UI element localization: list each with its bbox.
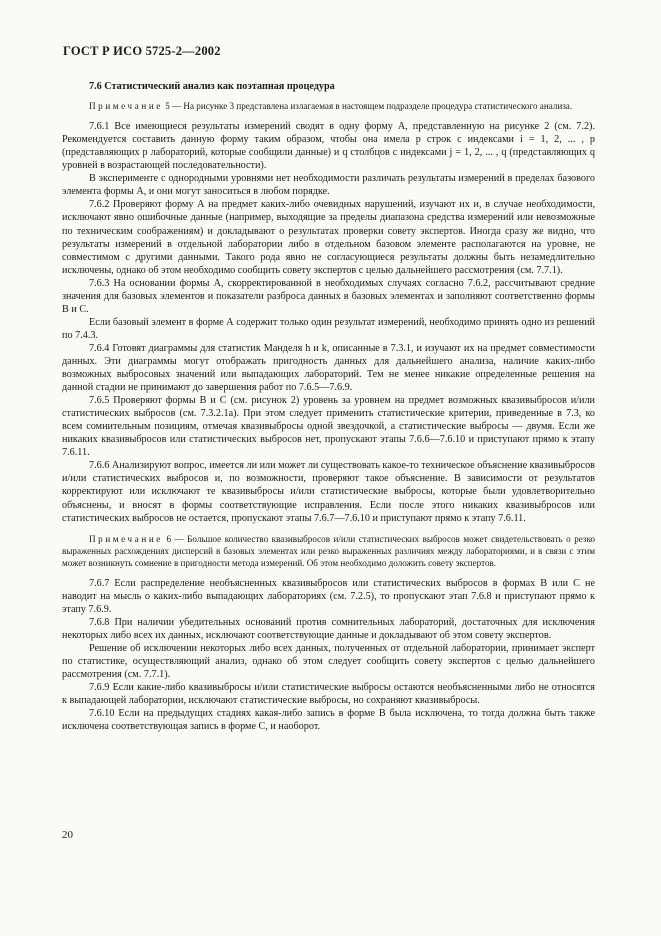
note-6: [62, 533, 595, 569]
document-header: ГОСТ Р ИСО 5725-2—2002: [63, 44, 221, 58]
note-label: Примечание: [89, 533, 163, 544]
paragraph: 7.6.8 При наличии убедительных оснований против сомнительных лабораторий, достаточных для исключения некоторых либо всех их данных, исключают соответствующие данные и докладывают об этом совету экспертов.: [62, 617, 595, 642]
paragraph: 7.6.1 Все имеющиеся результаты измерений сводят в одну форму А, представленную на рисунке 2 (см. 7.2). Рекомендуется составить данную форму таким образом, чтобы она имела p строк с индексами i = 1, 2, ... , p (представляющих p лабораторий, которые сообщили данные) и q столбцов с индексами j = 1, 2, ... , q (представляющих q уровней в возрастающей последовательности).: [62, 121, 595, 172]
note-label: Примечание: [89, 101, 163, 112]
note-text: 6 — Большое количество квазивыбросов и/или статистических выбросов может свидетельствовать о резко выраженных расхождениях дисперсий в базовых элементах или резко выраженных различиях между лабораториями, и в связи с этим может возникнуть сомнение в пригодности метода измерений. Об этом необходимо доложить совету экспертов.: [62, 533, 595, 568]
paragraph: 7.6.9 Если какие-либо квазивыбросы и/или статистические выбросы остаются необъясненными либо не относятся к выпадающей лаборатории, исключают статистические выбросы, но сохраняют квазивыбросы.: [62, 682, 595, 707]
section-title: 7.6 Статистический анализ как поэтапная процедура: [89, 81, 335, 92]
paragraph: Решение об исключении некоторых либо всех данных, полученных от отдельной лаборатории, принимает эксперт по статистике, осуществляющий анализ, однако об этом следует сообщить совету экспертов с целью дальнейшего рассмотрения (см. 7.7.1).: [62, 643, 595, 681]
paragraph: 7.6.2 Проверяют форму А на предмет каких-либо очевидных нарушений, изучают их и, в случае необходимости, исключают явно ошибочные данные (например, выходящие за пределы диапазона средства измерений или невозможные по техническим соображениям) и докладывают о результатах проверки совету экспертов. Иногда сразу же видно, что результаты измерений в отдельной лаборатории либо в отдельном базовом элементе располагаются на уровне, не совместимом с другими данными. Такого рода явно не согласующиеся результаты должны быть незамедлительно исключены, однако об этом необходимо сообщить совету экспертов с целью дальнейшего рассмотрения (см. 7.7.1).: [62, 199, 595, 276]
note-5: [62, 100, 595, 112]
paragraph: 7.6.3 На основании формы А, скорректированной в необходимых случаях согласно 7.6.2, рассчитывают средние значения для базовых элементов и показатели разброса данных в базовых элементах и заполняют соответственно формы В и С.: [62, 277, 595, 315]
paragraph: 7.6.7 Если распределение необъясненных квазивыбросов или статистических выбросов в формах В или С не наводит на мысль о каких-либо выпадающих лабораториях (см. 7.2.5), то пропускают этап 7.6.8 и приступают прямо к этапу 7.6.9.: [62, 577, 595, 615]
paragraph: Если базовый элемент в форме А содержит только один результат измерений, необходимо принять одно из решений по 7.4.3.: [62, 316, 595, 341]
note-text: 5 — На рисунке 3 представлена излагаемая в настоящем подразделе процедура статистического анализа.: [162, 101, 573, 112]
paragraph: В эксперименте с однородными уровнями нет необходимости различать результаты измерений в пределах базового элемента формы А, и они могут заноситься в любом порядке.: [62, 173, 595, 198]
paragraph: 7.6.10 Если на предыдущих стадиях какая-либо запись в форме В была исключена, то тогда должна быть также исключена соответствующая запись в форме С, и наоборот.: [62, 708, 595, 733]
page-content: [62, 80, 595, 733]
paragraph: 7.6.5 Проверяют формы В и С (см. рисунок 2) уровень за уровнем на предмет возможных квазивыбросов и/или статистических выбросов (см. 7.3.2.1а). При этом следует применить статистические критерии, приведенные в 7.3, ко всем сомнительным позициям, отмечая квазивыбросы одной звездочкой, а статистические выбросы — двумя. Если же никаких квазивыбросов или статистических выбросов нет, пропускают этапы 7.6.6—7.6.10 и приступают прямо к этапу 7.6.11.: [62, 395, 595, 459]
paragraph: 7.6.6 Анализируют вопрос, имеется ли или может ли существовать какое-то техническое объяснение квазивыбросов и/или статистических выбросов и, по возможности, проверяют такое объяснение. В зависимости от результатов корректируют или исключают те квазивыбросы и/или статистические выбросы, которые были удовлетворительно объяснены, и вносят в формы соответствующие исправления. Если после этого никаких квазивыбросов или статистических выбросов не остается, пропускают этапы 7.6.7—7.6.10 и приступают прямо к этапу 7.6.11.: [62, 460, 595, 524]
page-number: 20: [62, 829, 73, 841]
paragraph: 7.6.4 Готовят диаграммы для статистик Манделя h и k, описанные в 7.3.1, и изучают их на предмет совместимости данных. Эти диаграммы могут отображать пригодность данных для дальнейшего анализа, наличие каких-либо возможных выбросовых значений или выпадающих лабораторий. Тем не менее никакие определенные решения на данной стадии не принимают до завершения работ по 7.6.5—7.6.9.: [62, 342, 595, 394]
spacer: [62, 525, 595, 531]
